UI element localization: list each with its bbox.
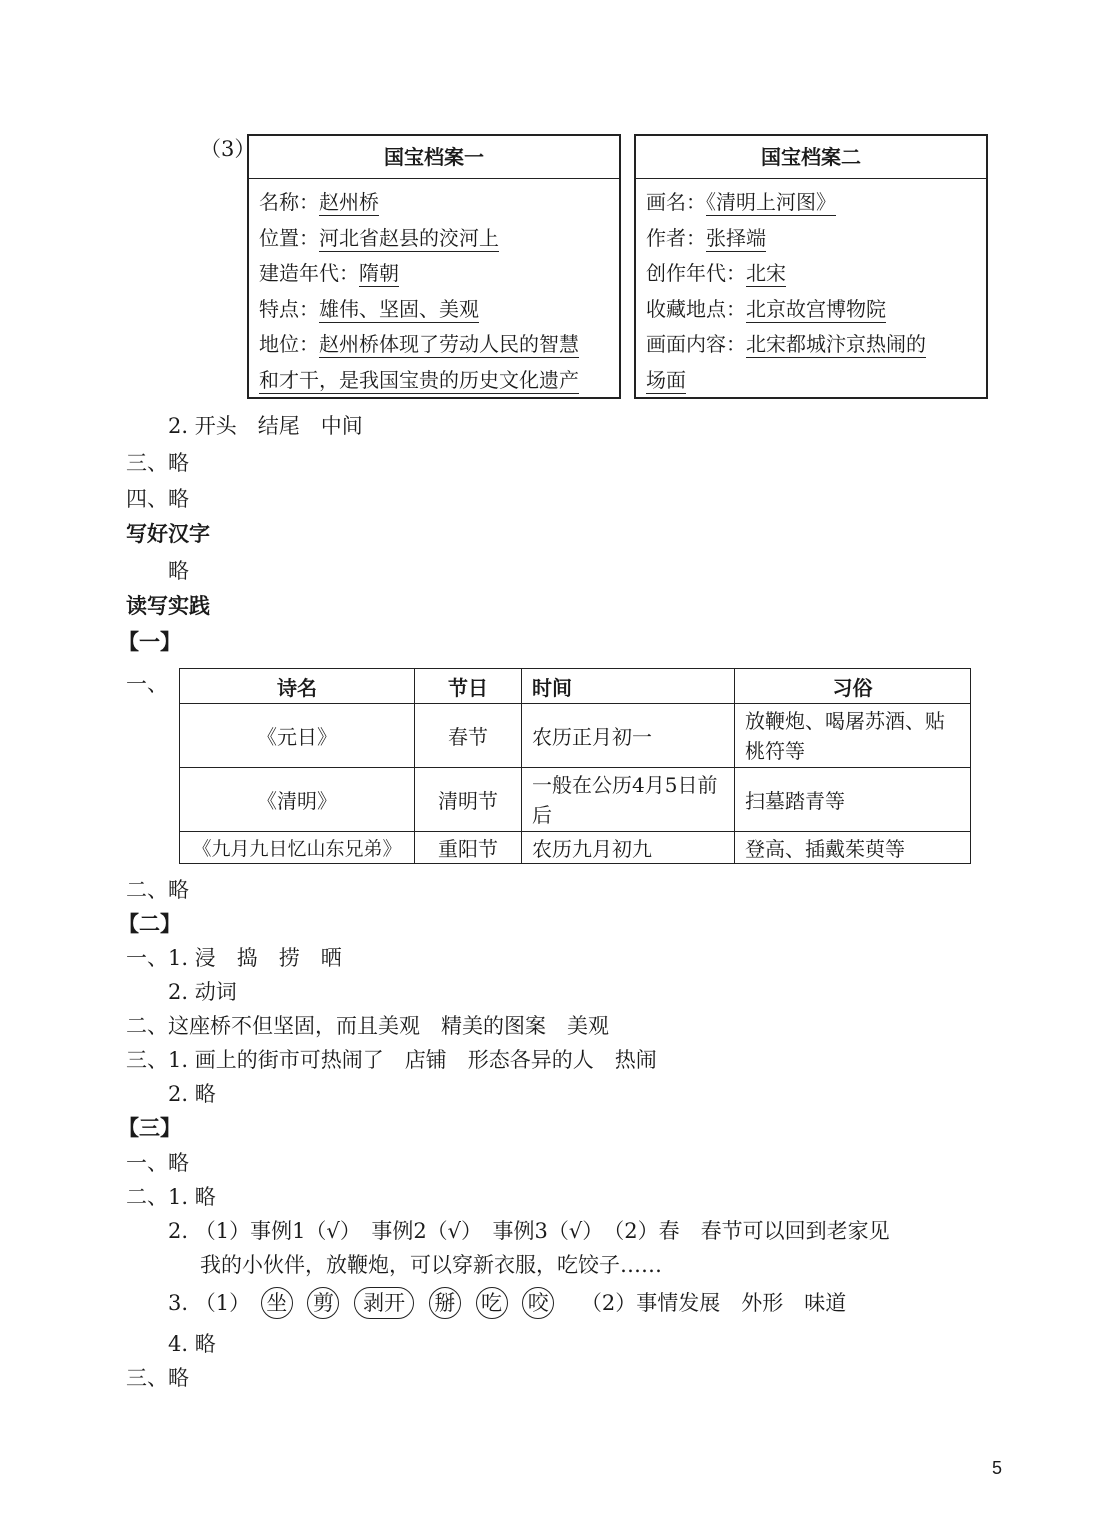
circled-word: 咬 xyxy=(522,1287,554,1319)
answer-line: 二、略 xyxy=(126,878,189,902)
table-header: 时间 xyxy=(522,669,735,704)
table-row xyxy=(180,832,971,864)
answer-line: 一、略 xyxy=(126,1151,189,1175)
table-header: 习俗 xyxy=(735,669,971,704)
answer-line: 三、略 xyxy=(126,451,189,475)
table-row xyxy=(180,704,971,768)
answer-line: 三、略 xyxy=(126,1366,189,1390)
answer-line: 三、1. 画上的街市可热闹了 店铺 形态各异的人 热闹 xyxy=(126,1048,657,1072)
answer-line: 4. 略 xyxy=(168,1332,216,1356)
card-2-row-cont: 场面 xyxy=(646,368,686,392)
card-1-row: 地位：赵州桥体现了劳动人民的智慧 xyxy=(259,332,579,356)
answer-line: 2. 略 xyxy=(168,1082,216,1106)
circled-word: 掰 xyxy=(429,1287,461,1319)
table-cell: 春节 xyxy=(415,704,522,768)
answer-line: 二、1. 略 xyxy=(126,1185,216,1209)
answer-line: 2. 动词 xyxy=(168,980,237,1004)
card-2-row: 创作年代：北宋 xyxy=(646,261,786,285)
card-2-row: 画名：《清明上河图》 xyxy=(646,190,836,214)
subsection-label: 【三】 xyxy=(118,1116,181,1140)
card-2-row: 作者：张择端 xyxy=(646,226,766,250)
card-2-row: 收藏地点：北京故宫博物院 xyxy=(646,297,886,321)
card-1-row: 位置：河北省赵县的洨河上 xyxy=(259,226,499,250)
section-heading: 写好汉字 xyxy=(126,522,210,546)
card-1-row: 名称：赵州桥 xyxy=(259,190,379,214)
treasure-card-2 xyxy=(634,134,988,399)
table-cell: 一般在公历4月5日前后 xyxy=(522,768,735,832)
line-prefix: 3. （1） xyxy=(168,1291,251,1315)
section-heading: 读写实践 xyxy=(126,594,210,618)
card-2-title: 国宝档案二 xyxy=(636,136,986,179)
table-cell: 《九月九日忆山东兄弟》 xyxy=(180,832,415,864)
table-header: 节日 xyxy=(415,669,522,704)
item-3-label: （3） xyxy=(200,137,256,161)
table-cell: 清明节 xyxy=(415,768,522,832)
answer-line: 四、略 xyxy=(126,487,189,511)
item-label: 一、 xyxy=(126,672,168,696)
answer-line: 2. （1）事例1（√） 事例2（√） 事例3（√） （2）春 春节可以回到老家见 xyxy=(168,1219,890,1243)
table-cell: 《清明》 xyxy=(180,768,415,832)
page-number: 5 xyxy=(992,1458,1003,1478)
circled-words-line xyxy=(168,1287,846,1319)
line-suffix: （2）事情发展 外形 味道 xyxy=(580,1291,847,1315)
card-1-title: 国宝档案一 xyxy=(249,136,619,179)
circled-word: 坐 xyxy=(261,1287,293,1319)
circled-word: 剪 xyxy=(307,1287,339,1319)
table-header-row xyxy=(180,669,971,704)
table-header: 诗名 xyxy=(180,669,415,704)
circled-word: 吃 xyxy=(476,1287,508,1319)
table-cell: 农历正月初一 xyxy=(522,704,735,768)
answer-line: 二、这座桥不但坚固，而且美观 精美的图案 美观 xyxy=(126,1014,609,1038)
table-cell: 《元日》 xyxy=(180,704,415,768)
card-1-row: 建造年代：隋朝 xyxy=(259,261,399,285)
answer-line: 略 xyxy=(168,559,189,583)
table-cell: 扫墓踏青等 xyxy=(735,768,971,832)
card-1-row: 特点：雄伟、坚固、美观 xyxy=(259,297,479,321)
table-cell: 农历九月初九 xyxy=(522,832,735,864)
table-row xyxy=(180,768,971,832)
table-cell: 登高、插戴茱萸等 xyxy=(735,832,971,864)
subsection-label: 【二】 xyxy=(118,912,181,936)
card-2-row: 画面内容：北宋都城汴京热闹的 xyxy=(646,332,926,356)
table-cell: 重阳节 xyxy=(415,832,522,864)
card-1-row-cont: 和才干，是我国宝贵的历史文化遗产 xyxy=(259,368,579,392)
table-cell: 放鞭炮、喝屠苏酒、贴桃符等 xyxy=(735,704,971,768)
subsection-label: 【一】 xyxy=(118,630,181,654)
answer-line: 一、1. 浸 捣 捞 晒 xyxy=(126,946,342,970)
circled-word: 剥开 xyxy=(354,1287,414,1319)
treasure-card-1 xyxy=(247,134,621,399)
answer-line: 我的小伙伴，放鞭炮，可以穿新衣服，吃饺子…… xyxy=(200,1253,662,1277)
festival-table xyxy=(179,668,971,864)
answer-line: 2. 开头 结尾 中间 xyxy=(168,414,363,438)
